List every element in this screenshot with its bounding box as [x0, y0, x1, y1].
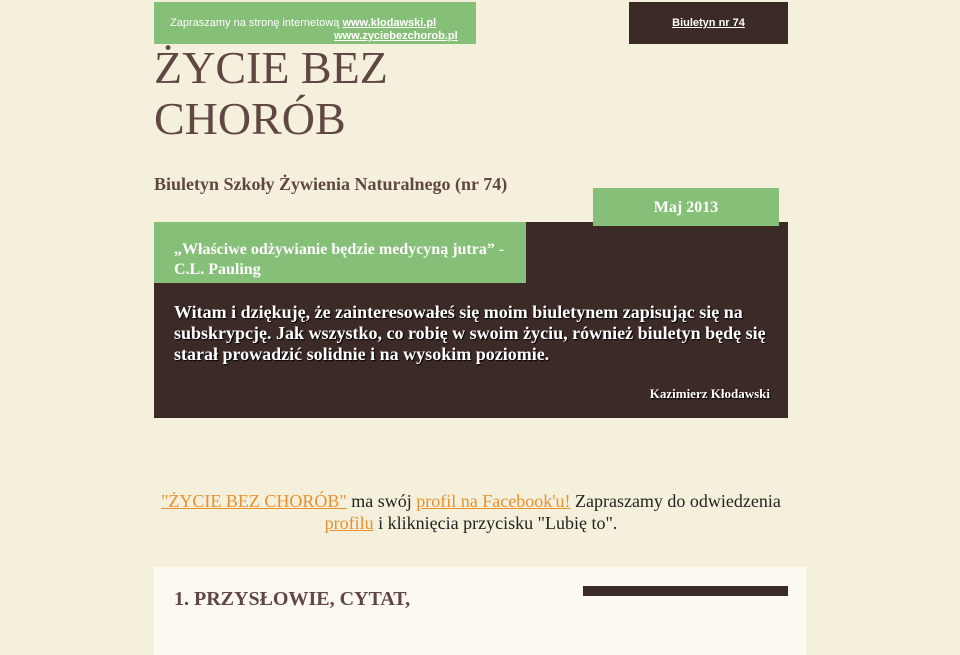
header-banner: [154, 2, 476, 44]
author-signature: Kazimierz Kłodawski: [649, 386, 770, 401]
page-subtitle: Biuletyn Szkoły Żywienia Naturalnego (nr 74): [154, 174, 508, 194]
page-title: ŻYCIE BEZ CHORÓB: [154, 42, 388, 144]
fb-text-3: i kliknięcia przycisku "Lubię to".: [373, 513, 618, 533]
zyciebezchorob-link[interactable]: www.zyciebezchorob.pl: [334, 30, 458, 42]
section-proverb: [154, 567, 806, 655]
klodawski-link[interactable]: www.klodawski.pl: [342, 17, 437, 29]
issue-date: Maj 2013: [593, 188, 779, 226]
fb-text-2: Zapraszamy do odwiedzenia: [570, 491, 781, 511]
section-title: 1. PRZYSŁOWIE, CYTAT,: [174, 588, 411, 610]
quote-box: „Właściwe odżywianie będzie medycyną jutra” - C.L. Pauling: [154, 222, 526, 283]
bulletin-number-link[interactable]: Biuletyn nr 74: [629, 2, 788, 44]
fb-text-1: ma swój: [346, 491, 417, 511]
title-link[interactable]: "ŻYCIE BEZ CHORÓB": [161, 491, 347, 511]
invite-text: Zapraszamy na stronę internetową: [170, 17, 340, 29]
welcome-text: Witam i dziękuję, że zainteresowałeś się moim biuletynem zapisując się na subskrypcję. Jak wszystko, co robię w swoim życiu, również biuletyn będę się starał prowadzić solidnie i na wysokim poziomie.: [174, 302, 766, 364]
facebook-notice: [154, 490, 788, 534]
profile-link[interactable]: profilu: [324, 513, 374, 533]
facebook-profile-link[interactable]: profil na Facebook'u!: [416, 491, 571, 511]
section-divider: [583, 586, 788, 596]
